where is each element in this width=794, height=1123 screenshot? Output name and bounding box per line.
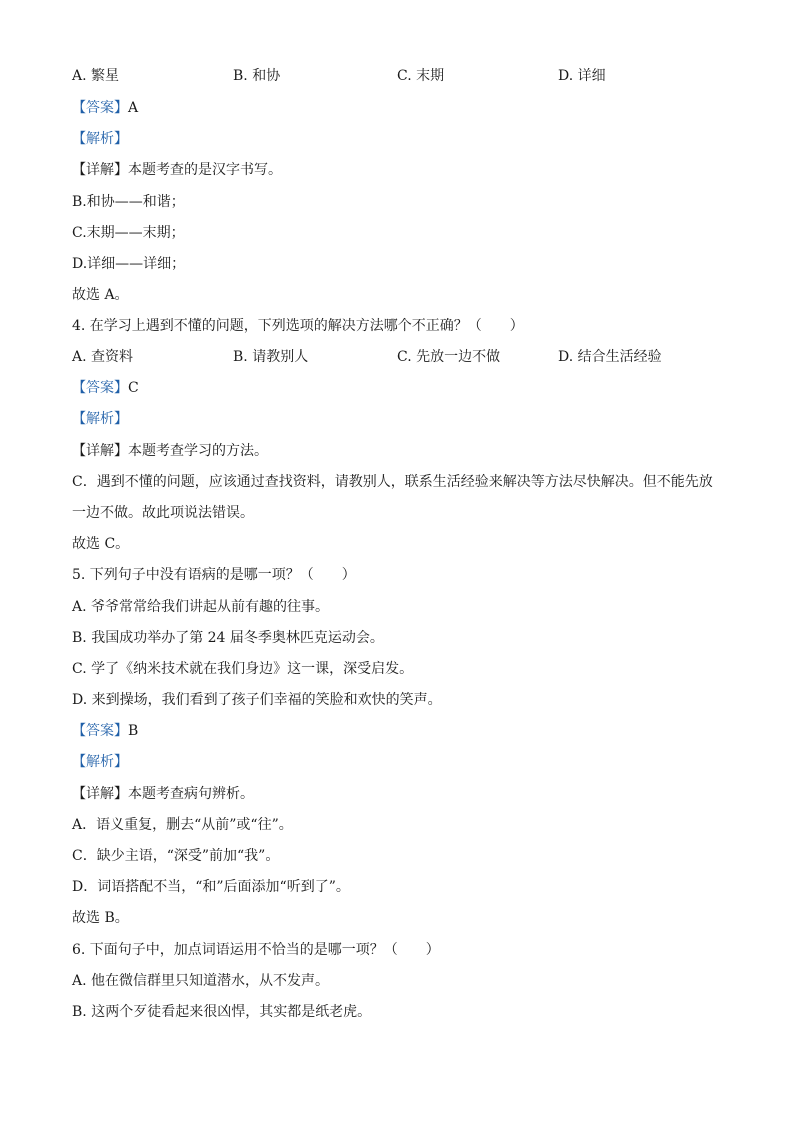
detail-tag: 【详解】 [72, 443, 128, 459]
q4-answer [72, 378, 139, 398]
detail-text: 本题考查学习的方法。 [128, 443, 268, 459]
q6-option-b: B. 这两个歹徒看起来很凶悍，其实都是纸老虎。 [72, 1004, 372, 1020]
q4-option-c: C. 先放一边不做 [397, 349, 501, 365]
analysis-tag: 【解析】 [72, 411, 128, 427]
q3-analysis [72, 129, 128, 149]
q4-option-b: B. 请教别人 [233, 349, 309, 365]
answer-tag: 【答案】 [72, 723, 128, 739]
q4-explain-line-1: C．遇到不懂的问题，应该通过查找资料，请教别人，联系生活经验来解决等方法尽快解决。但不能先放 [72, 474, 713, 490]
q4-question: 4. 在学习上遇到不懂的问题，下列选项的解决方法哪个不正确？（ ） [72, 318, 524, 334]
detail-text: 本题考查病句辨析。 [128, 786, 254, 802]
q5-option-d: D. 来到操场，我们看到了孩子们幸福的笑脸和欢快的笑声。 [72, 692, 442, 708]
q3-option-b: B. 和协 [233, 68, 281, 84]
q4-detail [72, 441, 268, 461]
q4-analysis [72, 409, 128, 429]
q5-conclusion: 故选 B。 [72, 910, 129, 926]
q3-conclusion: 故选 A。 [72, 287, 129, 303]
q4-option-a: A. 查资料 [72, 349, 134, 365]
q4-conclusion: 故选 C。 [72, 536, 130, 552]
answer-value: C [128, 380, 139, 396]
detail-tag: 【详解】 [72, 162, 128, 178]
q3-note-b: B.和协——和谐； [72, 194, 185, 210]
answer-tag: 【答案】 [72, 100, 128, 116]
q5-explain-c: C．缺少主语，“深受”前加“我”。 [72, 848, 280, 864]
q6-option-a: A. 他在微信群里只知道潜水，从不发声。 [72, 973, 330, 989]
analysis-tag: 【解析】 [72, 754, 128, 770]
q3-options [72, 66, 722, 86]
q5-explain-a: A．语义重复，删去“从前”或“往”。 [72, 817, 293, 833]
q3-detail [72, 160, 282, 180]
q5-option-b: B. 我国成功举办了第 24 届冬季奥林匹克运动会。 [72, 630, 384, 646]
q3-note-c: C.末期——末期； [72, 225, 185, 241]
q5-option-a: A. 爷爷常常给我们讲起从前有趣的往事。 [72, 599, 330, 615]
q6-question: 6. 下面句子中，加点词语运用不恰当的是哪一项？（ ） [72, 942, 440, 958]
q5-answer [72, 721, 138, 741]
answer-tag: 【答案】 [72, 380, 128, 396]
q3-option-d: D. 详细 [558, 68, 606, 84]
q4-options [72, 347, 722, 367]
analysis-tag: 【解析】 [72, 131, 128, 147]
q4-explain-line-2: 一边不做。故此项说法错误。 [72, 505, 254, 521]
q4-option-d: D. 结合生活经验 [558, 349, 662, 365]
detail-tag: 【详解】 [72, 786, 128, 802]
q5-option-c: C. 学了《纳米技术就在我们身边》这一课，深受启发。 [72, 661, 414, 677]
q3-option-a: A. 繁星 [72, 68, 120, 84]
answer-value: B [128, 723, 139, 739]
q3-option-c: C. 末期 [397, 68, 445, 84]
q3-answer [72, 98, 138, 118]
answer-value: A [128, 100, 139, 116]
q5-question: 5. 下列句子中没有语病的是哪一项？（ ） [72, 567, 356, 583]
q5-explain-d: D．词语搭配不当，“和”后面添加“听到了”。 [72, 879, 350, 895]
q5-analysis [72, 752, 128, 772]
q5-detail [72, 784, 254, 804]
detail-text: 本题考查的是汉字书写。 [128, 162, 282, 178]
q3-note-d: D.详细——详细； [72, 256, 186, 272]
